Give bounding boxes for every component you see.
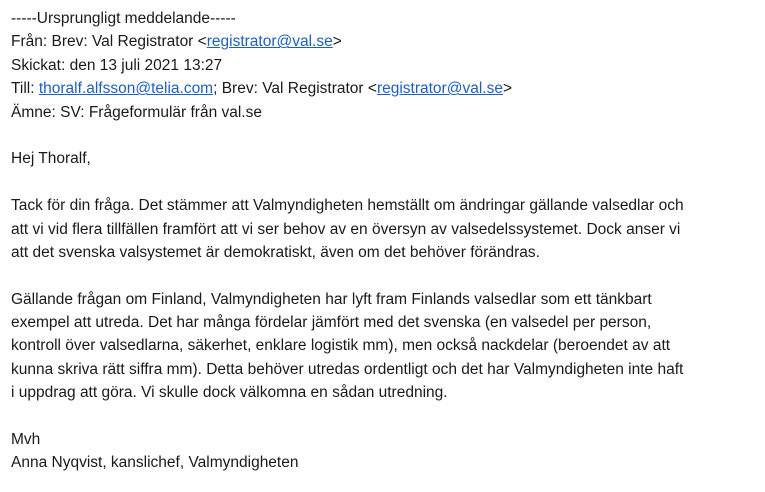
paragraph-line: att vi vid flera tillfällen framfört att vi ser behov av en översyn av valsedelssystemet. Dock anser vi bbox=[11, 220, 681, 238]
paragraph-line: kunna skriva rätt siffra mm). Detta behöver utredas ordentligt och det har Valmyndigheten inte haft bbox=[11, 360, 684, 378]
signature: Anna Nyqvist, kanslichef, Valmyndigheten bbox=[11, 454, 299, 472]
spacer bbox=[11, 124, 761, 147]
subject-value: SV: Frågeformulär från val.se bbox=[60, 103, 262, 121]
paragraph-line: att det svenska valsystemet är demokratiskt, även om det behöver förändras. bbox=[11, 243, 540, 261]
paragraph-2 bbox=[11, 288, 761, 405]
spacer bbox=[11, 405, 761, 428]
subject-label: Ämne: bbox=[11, 103, 56, 121]
greeting: Hej Thoralf, bbox=[11, 150, 91, 168]
paragraph-line: Gällande frågan om Finland, Valmyndigheten har lyft fram Finlands valsedlar som ett tänkbart bbox=[11, 290, 652, 308]
sent-line bbox=[11, 54, 761, 77]
sent-label: Skickat: bbox=[11, 56, 66, 74]
original-message-separator: -----Ursprungligt meddelande----- bbox=[11, 10, 236, 27]
to-email-link-2[interactable]: registrator@val.se bbox=[376, 80, 503, 98]
closing: Mvh bbox=[11, 431, 41, 449]
paragraph-line: i uppdrag att göra. Vi skulle dock välkomna en sådan utredning. bbox=[11, 384, 448, 402]
to-line bbox=[11, 77, 761, 100]
from-close: > bbox=[332, 33, 342, 51]
spacer bbox=[11, 171, 761, 194]
from-email-link[interactable]: registrator@val.se bbox=[206, 33, 333, 51]
paragraph-1 bbox=[11, 194, 761, 264]
to-label: Till: bbox=[11, 80, 35, 98]
from-line bbox=[11, 30, 761, 53]
subject-line bbox=[11, 101, 761, 124]
spacer bbox=[11, 264, 761, 287]
sent-value: den 13 juli 2021 13:27 bbox=[69, 56, 223, 74]
paragraph-line: exempel att utreda. Det har många fördelar jämfört med det svenska (en valsedel per person, bbox=[11, 314, 652, 332]
to-middle: ; Brev: Val Registrator < bbox=[213, 80, 377, 98]
paragraph-line: kontroll över valsedlarna, säkerhet, enklare logistik mm), men också nackdelar (beroendet av att bbox=[11, 337, 671, 355]
from-name: Brev: Val Registrator < bbox=[51, 33, 207, 51]
to-email-link-1[interactable]: thoralf.alfsson@telia.com bbox=[38, 80, 214, 98]
paragraph-line: Tack för din fråga. Det stämmer att Valmyndigheten hemställt om ändringar gällande valsedlar och bbox=[11, 197, 684, 215]
from-label: Från: bbox=[11, 33, 48, 51]
to-close: > bbox=[502, 80, 512, 98]
